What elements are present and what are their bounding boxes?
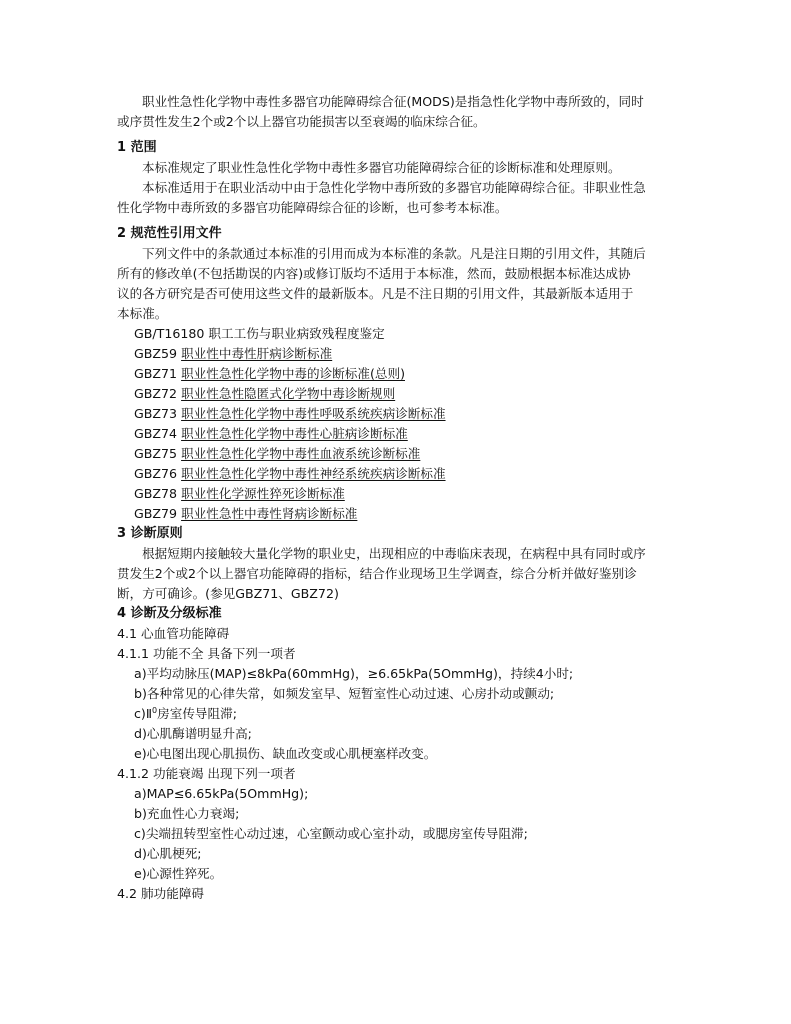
reference-title-link[interactable]: 职业性急性化学物中毒性呼吸系统疾病诊断标准 [181, 406, 446, 421]
criteria-item-b: b)充血性心力衰竭; [134, 806, 240, 821]
reference-title-link[interactable]: 职业性急性化学物中毒的诊断标准(总则) [181, 366, 405, 381]
criteria-item-e: e)心源性猝死。 [134, 866, 223, 881]
reference-code: GBZ79 [134, 506, 178, 521]
criteria-item-b: b)各种常见的心律失常，如频发室早、短暂室性心动过速、心房扑动或颤动; [134, 686, 555, 701]
intro-line-2: 或序贯性发生2个或2个以上器官功能损害以至衰竭的临床综合征。 [117, 114, 486, 129]
reference-code: GBZ74 [134, 426, 178, 441]
criteria-item-d: d)心肌酶谱明显升高; [134, 726, 252, 741]
reference-item [117, 404, 677, 424]
reference-item [117, 424, 677, 444]
section-4-heading: 4 诊断及分级标准 [117, 606, 222, 621]
intro-line-1: 职业性急性化学物中毒性多器官功能障碍综合征(MODS)是指急性化学物中毒所致的，同时 [142, 94, 644, 109]
criteria-item-d: d)心肌梗死; [134, 846, 202, 861]
section-2-paragraph-line-2: 所有的修改单(不包括勘误的内容)或修订版均不适用于本标准，然而，鼓励根据本标准达成协 [117, 266, 631, 281]
reference-title-link[interactable]: 职业性化学源性猝死诊断标准 [181, 486, 345, 501]
section-1-paragraph-2-line-1: 本标准适用于在职业活动中由于急性化学物中毒所致的多器官功能障碍综合征。非职业性急 [142, 180, 646, 195]
section-3-paragraph-line-1: 根据短期内接触较大量化学物的职业史，出现相应的中毒临床表现，在病程中具有同时或序 [142, 546, 646, 561]
reference-title-link[interactable]: 职业性急性隐匿式化学物中毒诊断规则 [181, 386, 396, 401]
criteria-item-c-prefix: c)Ⅱ [134, 706, 153, 721]
criteria-item-c: c)尖端扭转型室性心动过速，心室颤动或心室扑动，或腮房室传导阻滞; [134, 826, 528, 841]
subsection-4-2-heading: 4.2 肺功能障碍 [117, 886, 205, 901]
criteria-item-a: a)平均动脉压(MAP)≤8kPa(60mmHg)，≥6.65kPa(5OmmHg)，持续4小时; [134, 666, 574, 681]
criteria-item-c-superscript: 0 [152, 705, 158, 715]
section-1-paragraph-2-line-2: 性化学物中毒所致的多器官功能障碍综合征的诊断，也可参考本标准。 [117, 200, 508, 215]
section-3-paragraph-line-3: 断，方可确诊。(参见GBZ71、GBZ72) [117, 586, 339, 601]
reference-item [117, 484, 677, 504]
document-body [117, 92, 677, 904]
criteria-item-e: e)心电图出现心肌损伤、缺血改变或心肌梗塞样改变。 [134, 746, 437, 761]
reference-code: GBZ75 [134, 446, 178, 461]
reference-item [117, 384, 677, 404]
reference-code: GBZ59 [134, 346, 178, 361]
criteria-item-c [117, 704, 677, 724]
reference-title-link[interactable]: 职业性急性化学物中毒性神经系统疾病诊断标准 [181, 466, 446, 481]
subsection-4-1-2-heading: 4.1.2 功能衰竭 出现下列一项者 [117, 766, 296, 781]
reference-title-link[interactable]: 职业性急性中毒性肾病诊断标准 [181, 506, 358, 521]
reference-item [117, 444, 677, 464]
section-2-paragraph-line-3: 议的各方研究是否可使用这些文件的最新版本。凡是不注日期的引用文件，其最新版本适用于 [117, 286, 634, 301]
section-2-heading: 2 规范性引用文件 [117, 226, 222, 241]
subsection-4-1-1-heading: 4.1.1 功能不全 具备下列一项者 [117, 646, 296, 661]
reference-code: GBZ71 [134, 366, 178, 381]
subsection-4-1-heading: 4.1 心血管功能障碍 [117, 626, 230, 641]
reference-item [117, 324, 677, 344]
reference-item [117, 364, 677, 384]
reference-code: GBZ78 [134, 486, 178, 501]
reference-title: 职工工伤与职业病致残程度鉴定 [208, 326, 385, 341]
reference-item [117, 464, 677, 484]
reference-code: GBZ73 [134, 406, 178, 421]
section-2-paragraph-line-1: 下列文件中的条款通过本标准的引用而成为本标准的条款。凡是注日期的引用文件，其随后 [142, 246, 646, 261]
reference-item [117, 504, 677, 524]
section-3-heading: 3 诊断原则 [117, 526, 183, 541]
criteria-item-a: a)MAP≤6.65kPa(5OmmHg); [134, 786, 309, 801]
reference-code: GB/T16180 [134, 326, 205, 341]
section-1-paragraph-1: 本标准规定了职业性急性化学物中毒性多器官功能障碍综合征的诊断标准和处理原则。 [142, 160, 621, 175]
section-2-paragraph-line-4: 本标准。 [117, 306, 168, 321]
criteria-item-c-suffix: 房室传导阻滞; [157, 706, 237, 721]
reference-title-link[interactable]: 职业性急性化学物中毒性血液系统诊断标准 [181, 446, 421, 461]
section-3-paragraph-line-2: 贯发生2个或2个以上器官功能障碍的指标，结合作业现场卫生学调查，综合分析并做好鉴别诊 [117, 566, 637, 581]
section-1-heading: 1 范围 [117, 140, 157, 155]
reference-title-link[interactable]: 职业性中毒性肝病诊断标准 [181, 346, 333, 361]
reference-title-link[interactable]: 职业性急性化学物中毒性心脏病诊断标准 [181, 426, 408, 441]
reference-code: GBZ72 [134, 386, 178, 401]
reference-code: GBZ76 [134, 466, 178, 481]
reference-item [117, 344, 677, 364]
